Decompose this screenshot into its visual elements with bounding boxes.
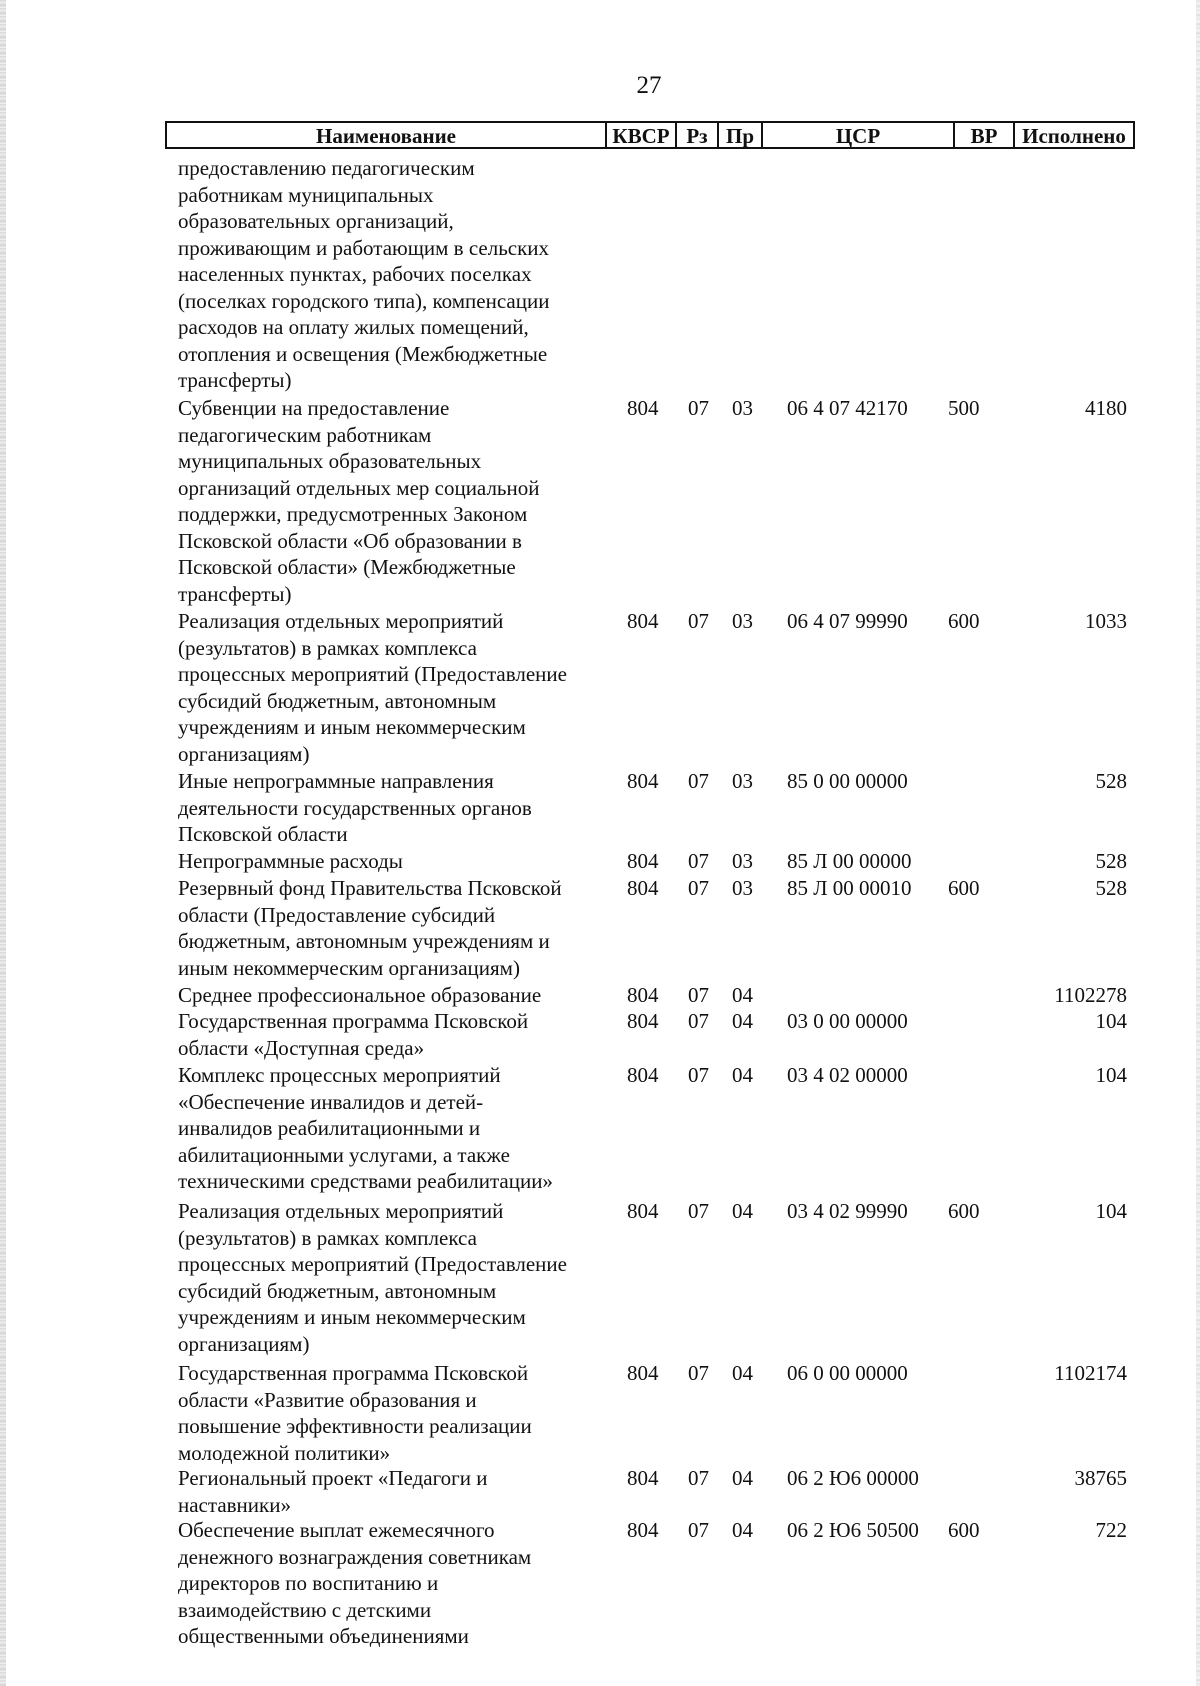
row-value: 1102278: [1054, 983, 1127, 1007]
row-name: Региональный проект «Педагоги и наставники»: [178, 1466, 488, 1517]
row-kvsr: 804: [627, 1466, 659, 1490]
row-kvsr: 804: [627, 1361, 659, 1385]
row-vr: 500: [948, 396, 980, 420]
row-value: 1102174: [1054, 1361, 1127, 1385]
row-kvsr: 804: [627, 876, 659, 900]
row-rz: 07: [688, 609, 709, 633]
row-vr: 600: [948, 1199, 980, 1223]
row-name: Субвенции на предоставление педагогическим работникам муниципальных образовательных организаций отдельных мер социальной поддержки, предусмотренных Законом Псковской области «Об образовании в Псковской области» (Межбюджетные трансферты): [178, 396, 540, 606]
row-pr: 03: [732, 609, 753, 633]
row-pr: 03: [732, 876, 753, 900]
row-pr: 04: [732, 1199, 753, 1223]
row-kvsr: 804: [627, 983, 659, 1007]
row-kvsr: 804: [627, 1063, 659, 1087]
row-name: Комплекс процессных мероприятий «Обеспечение инвалидов и детей- инвалидов реабилитационными и абилитационными услугами, а также техническими средствами реабилитации»: [178, 1063, 553, 1193]
row-pr: 04: [732, 1361, 753, 1385]
row-csr: 06 4 07 99990: [787, 609, 908, 633]
header-name: Наименование: [167, 123, 607, 147]
header-pr: Пр: [719, 123, 763, 147]
row-rz: 07: [688, 983, 709, 1007]
table-header: [165, 121, 1135, 149]
row-rz: 07: [688, 1009, 709, 1033]
row-name: Иные непрограммные направления деятельности государственных органов Псковской области: [178, 769, 532, 846]
row-pr: 04: [732, 1009, 753, 1033]
row-rz: 07: [688, 876, 709, 900]
row-csr: 06 2 Ю6 00000: [787, 1466, 919, 1490]
header-value: Исполнено: [1022, 124, 1126, 148]
row-rz: 07: [688, 849, 709, 873]
row-name: Резервный фонд Правительства Псковской области (Предоставление субсидий бюджетным, автономным учреждениям и иным некоммерческим организациям): [178, 876, 562, 980]
row-rz: 07: [688, 1466, 709, 1490]
row-csr: 85 Л 00 00000: [787, 849, 912, 873]
header-csr: ЦСР: [763, 123, 955, 147]
row-kvsr: 804: [627, 396, 659, 420]
row-value: 528: [1095, 876, 1127, 900]
row-value: 4180: [1085, 396, 1127, 420]
row-pr: 04: [732, 1063, 753, 1087]
row-pr: 04: [732, 983, 753, 1007]
row-pr: 04: [732, 1518, 753, 1542]
scan-edge-right: [1196, 0, 1200, 1686]
row-vr: 600: [948, 876, 980, 900]
row-vr: 600: [948, 609, 980, 633]
row-csr: 85 0 00 00000: [787, 769, 908, 793]
row-csr: 03 0 00 00000: [787, 1009, 908, 1033]
row-csr: 06 4 07 42170: [787, 396, 908, 420]
row-pr: 03: [732, 769, 753, 793]
row-value: 722: [1095, 1518, 1127, 1542]
row-pr: 04: [732, 1466, 753, 1490]
row-rz: 07: [688, 1518, 709, 1542]
header-rz: Рз: [677, 123, 719, 147]
row-pr: 03: [732, 849, 753, 873]
header-kvsr: КВСР: [607, 123, 677, 147]
row-kvsr: 804: [627, 609, 659, 633]
row-csr: 03 4 02 99990: [787, 1199, 908, 1223]
row-name: Обеспечение выплат ежемесячного денежного вознаграждения советникам директоров по воспитанию и взаимодействию с детскими общественными объединениями: [178, 1518, 532, 1648]
row-kvsr: 804: [627, 769, 659, 793]
row-rz: 07: [688, 1361, 709, 1385]
row-csr: 03 4 02 00000: [787, 1063, 908, 1087]
row-rz: 07: [688, 1063, 709, 1087]
row-pr: 03: [732, 396, 753, 420]
row-kvsr: 804: [627, 1199, 659, 1223]
row-value: 1033: [1085, 609, 1127, 633]
row-name: предоставлению педагогическим работникам муниципальных образовательных организаций, проживающим и работающим в сельских населенных пунктах, рабочих поселках (поселках городского типа), компенсации расходов на оплату жилых помещений, отопления и освещения (Межбюджетные трансферты): [178, 156, 550, 392]
row-value: 104: [1095, 1009, 1127, 1033]
row-csr: 06 2 Ю6 50500: [787, 1518, 919, 1542]
row-name: Государственная программа Псковской области «Развитие образования и повышение эффективности реализации молодежной политики»: [178, 1361, 532, 1465]
row-value: 528: [1095, 769, 1127, 793]
row-value: 38765: [1074, 1466, 1127, 1490]
row-name: Реализация отдельных мероприятий (результатов) в рамках комплекса процессных мероприятий (Предоставление субсидий бюджетным, автономным учреждениям и иным некоммерческим организациям): [178, 609, 567, 766]
row-kvsr: 804: [627, 1518, 659, 1542]
row-name: Непрограммные расходы: [178, 849, 403, 873]
row-csr: 85 Л 00 00010: [787, 876, 912, 900]
row-name: Среднее профессиональное образование: [178, 983, 542, 1007]
row-name: Реализация отдельных мероприятий (результатов) в рамках комплекса процессных мероприятий (Предоставление субсидий бюджетным, автономным учреждениям и иным некоммерческим организациям): [178, 1199, 567, 1356]
row-vr: 600: [948, 1518, 980, 1542]
header-vr: ВР: [955, 123, 1015, 147]
row-value: 528: [1095, 849, 1127, 873]
row-value: 104: [1095, 1063, 1127, 1087]
row-rz: 07: [688, 1199, 709, 1223]
row-name: Государственная программа Псковской области «Доступная среда»: [178, 1009, 529, 1060]
row-value: 104: [1095, 1199, 1127, 1223]
row-rz: 07: [688, 769, 709, 793]
row-kvsr: 804: [627, 1009, 659, 1033]
row-kvsr: 804: [627, 849, 659, 873]
row-csr: 06 0 00 00000: [787, 1361, 908, 1385]
row-rz: 07: [688, 396, 709, 420]
page-number: 27: [636, 72, 662, 99]
scan-edge-left: [0, 0, 6, 1686]
